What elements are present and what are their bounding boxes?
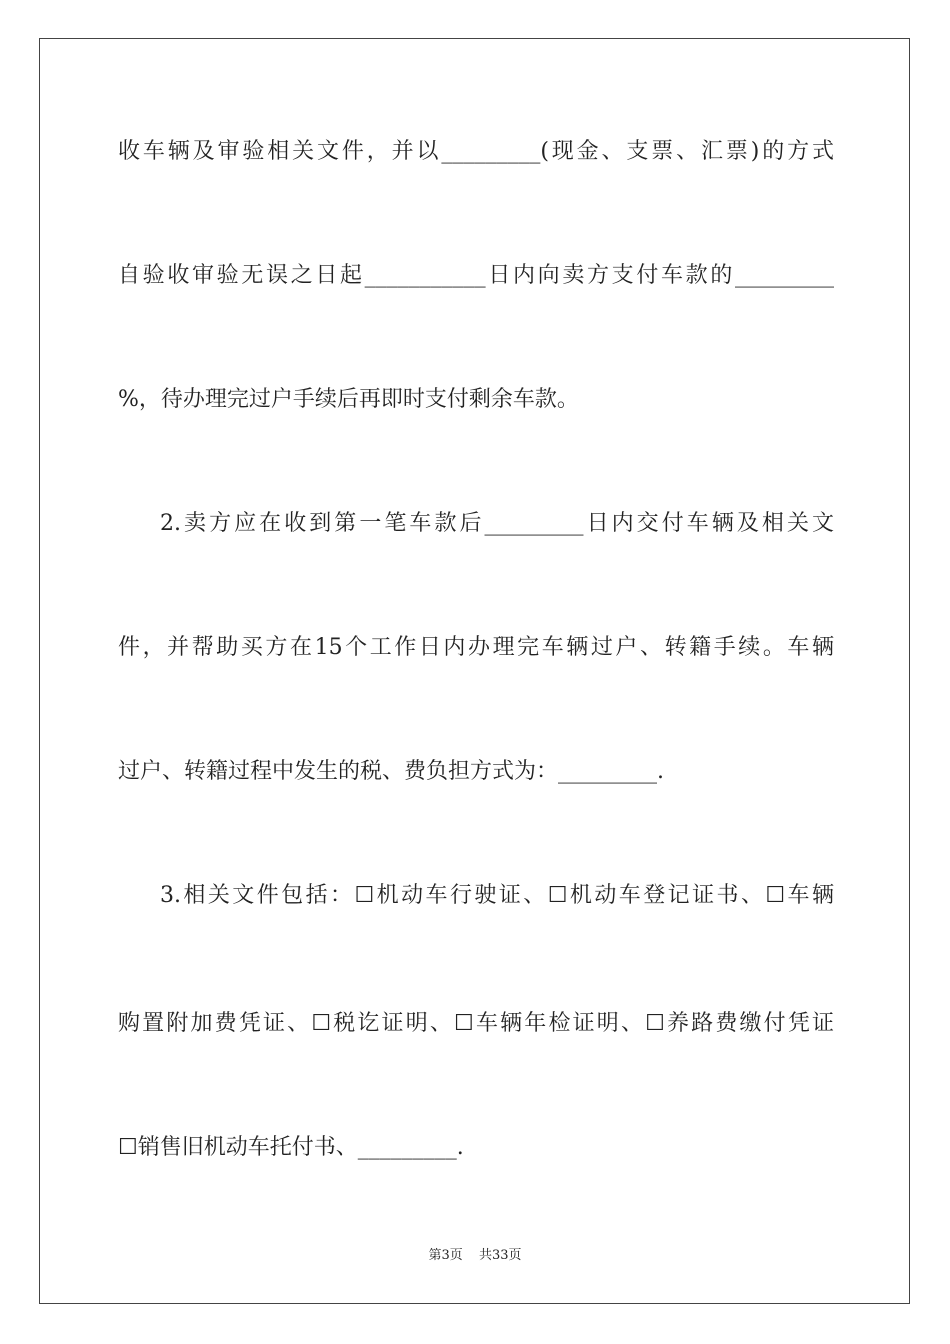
paragraph-1-line-1: 收车辆及审验相关文件，并以_________(现金、支票、汇票)的方式 bbox=[118, 139, 834, 164]
page-border bbox=[39, 38, 910, 1304]
paragraph-1-line-3: %，待办理完过户手续后再即时支付剩余车款。 bbox=[118, 387, 579, 412]
page-footer bbox=[0, 1248, 950, 1264]
paragraph-1-line-2: 自验收审验无误之日起___________日内向卖方支付车款的_________ bbox=[118, 263, 834, 288]
paragraph-3-line-3: ☐销售旧机动车托付书、_________. bbox=[118, 1135, 464, 1160]
paragraph-3-line-1: 3.相关文件包括：☐机动车行驶证、☐机动车登记证书、☐车辆 bbox=[160, 883, 834, 908]
paragraph-2-line-2: 件，并帮助买方在15个工作日内办理完车辆过户、转籍手续。车辆 bbox=[118, 635, 834, 660]
page-number: 第3页 bbox=[428, 1248, 463, 1263]
page-total: 共33页 bbox=[478, 1248, 522, 1263]
paragraph-2-line-1: 2.卖方应在收到第一笔车款后_________日内交付车辆及相关文 bbox=[160, 511, 834, 536]
paragraph-2-line-3: 过户、转籍过程中发生的税、费负担方式为：_________. bbox=[118, 759, 664, 784]
paragraph-3-line-2: 购置附加费凭证、☐税讫证明、☐车辆年检证明、☐养路费缴付凭证 bbox=[118, 1011, 834, 1036]
